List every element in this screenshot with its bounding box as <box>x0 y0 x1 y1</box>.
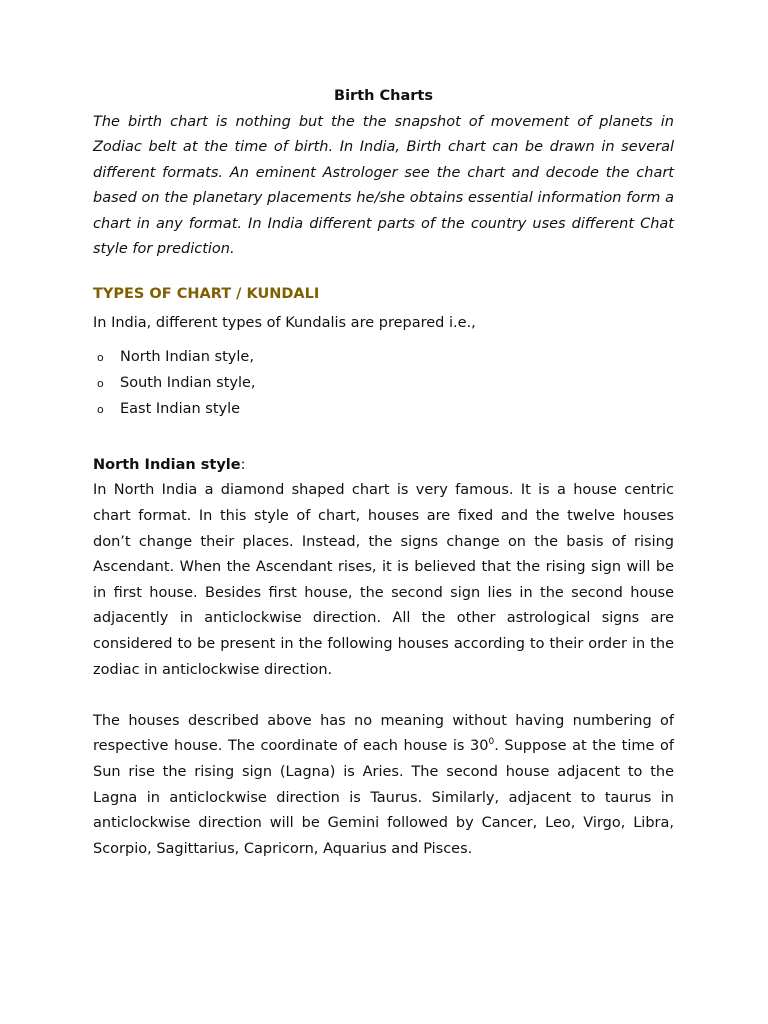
bullet-marker-icon: o <box>97 351 104 365</box>
north-indian-heading-colon: : <box>240 456 246 473</box>
degree-superscript: 0 <box>488 737 495 748</box>
section-lead: In India, different types of Kundalis are prepared i.e., <box>93 315 476 332</box>
bullet-marker-icon: o <box>97 377 104 391</box>
paragraph-2-text-start: The houses described above has no meaning without having numbering of respective house. The coordinate of each house is 30 <box>93 712 674 755</box>
bullet-marker-icon: o <box>97 403 104 417</box>
paragraph-2-text-end: . Suppose at the time of Sun rise the rising sign (Lagna) is Aries. The second house adjacent to the Lagna in anticlockwise direction is Taurus. Similarly, adjacent to taurus in anticlockwise direction will be Gemini followed by Cancer, Leo, Virgo, Libra, Scorpio, Sagittarius, Capricorn, Aquarius and Pisces. <box>93 738 674 857</box>
list-item-label: South Indian style, <box>120 375 256 392</box>
north-indian-heading <box>93 453 674 479</box>
north-indian-paragraph-1: In North India a diamond shaped chart is very famous. It is a house centric chart format. In this style of chart, houses are fixed and the twelve houses don’t change their places. Instead, the signs change on the basis of rising Ascendant. When the Ascendant rises, it is believed that the rising sign will be in first house. Besides first house, the second sign lies in the second house adjacently in anticlockwise direction. All the other astrological signs are considered to be present in the following houses according to their order in the zodiac in anticlockwise direction. <box>93 482 674 678</box>
chart-style-list <box>93 345 674 422</box>
north-indian-paragraph-2 <box>93 709 674 863</box>
list-item <box>93 371 674 397</box>
document-title: Birth Charts <box>334 88 433 104</box>
section-heading-types: TYPES OF CHART / KUNDALI <box>93 286 320 303</box>
list-item <box>93 345 674 371</box>
list-item-label: East Indian style <box>120 401 241 418</box>
intro-paragraph: The birth chart is nothing but the the snapshot of movement of planets in Zodiac belt at the time of birth. In India, Birth chart can be drawn in several different formats. An eminent Astrologer see the chart and decode the chart based on the planetary placements he/she obtains essential information form a chart in any format. In India different parts of the country uses different Chat style for prediction. <box>93 114 674 258</box>
north-indian-heading-label: North Indian style <box>93 456 241 473</box>
document-page <box>93 84 674 862</box>
list-item <box>93 397 674 423</box>
list-item-label: North Indian style, <box>120 349 254 366</box>
